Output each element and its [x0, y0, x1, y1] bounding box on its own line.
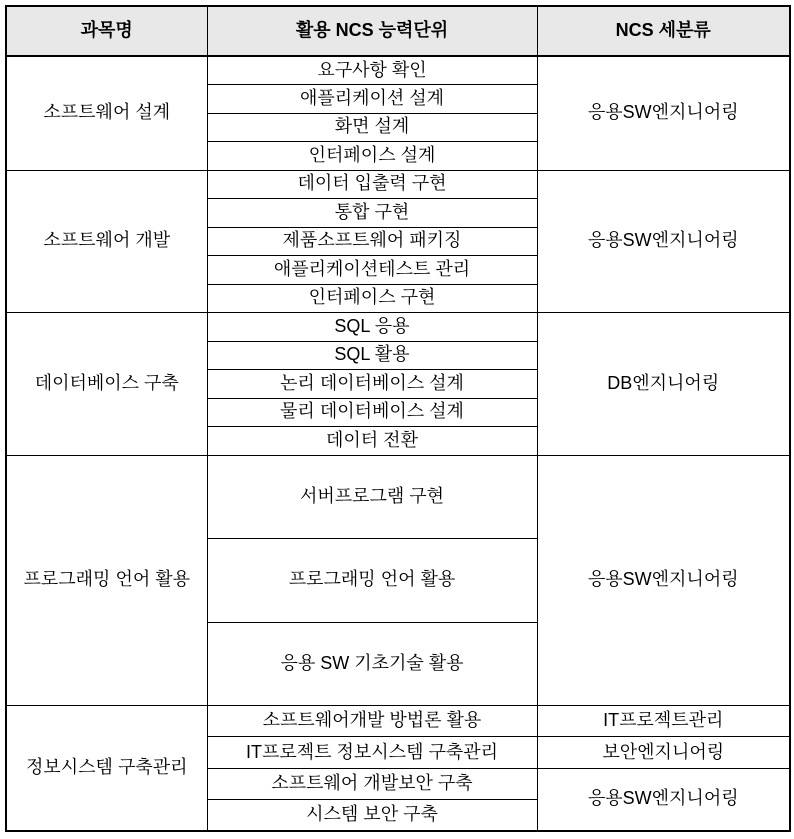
subject-cell: 데이터베이스 구축: [6, 313, 207, 456]
table-row: [6, 170, 790, 199]
unit-cell: 프로그래밍 언어 활용: [207, 539, 537, 623]
unit-cell: 데이터 전환: [207, 427, 537, 456]
category-cell: 응용SW엔지니어링: [537, 170, 790, 313]
unit-cell: 논리 데이터베이스 설계: [207, 370, 537, 399]
unit-cell: 요구사항 확인: [207, 56, 537, 85]
header-cell-category: NCS 세분류: [537, 6, 790, 56]
unit-cell: 응용 SW 기초기술 활용: [207, 622, 537, 706]
unit-cell: SQL 활용: [207, 341, 537, 370]
header-cell-subject: 과목명: [6, 6, 207, 56]
ncs-curriculum-table: [5, 5, 791, 832]
unit-cell: 애플리케이션 설계: [207, 85, 537, 114]
table-row: [6, 313, 790, 342]
unit-cell: 소프트웨어 개발보안 구축: [207, 768, 537, 799]
category-cell: 응용SW엔지니어링: [537, 455, 790, 706]
table-row: [6, 455, 790, 539]
category-cell: IT프로젝트관리: [537, 706, 790, 737]
header-row: [6, 6, 790, 56]
subject-cell: 소프트웨어 설계: [6, 56, 207, 170]
category-cell: DB엔지니어링: [537, 313, 790, 456]
unit-cell: 인터페이스 설계: [207, 142, 537, 171]
category-cell: 보안엔지니어링: [537, 737, 790, 768]
unit-cell: 시스템 보안 구축: [207, 799, 537, 830]
unit-cell: SQL 응용: [207, 313, 537, 342]
category-cell: 응용SW엔지니어링: [537, 768, 790, 831]
subject-cell: 정보시스템 구축관리: [6, 706, 207, 831]
table-row: [6, 56, 790, 85]
unit-cell: 물리 데이터베이스 설계: [207, 398, 537, 427]
unit-cell: 인터페이스 구현: [207, 284, 537, 313]
unit-cell: 애플리케이션테스트 관리: [207, 256, 537, 285]
category-cell: 응용SW엔지니어링: [537, 56, 790, 170]
unit-cell: 데이터 입출력 구현: [207, 170, 537, 199]
subject-cell: 프로그래밍 언어 활용: [6, 455, 207, 706]
unit-cell: 화면 설계: [207, 113, 537, 142]
subject-cell: 소프트웨어 개발: [6, 170, 207, 313]
unit-cell: 제품소프트웨어 패키징: [207, 227, 537, 256]
table-row: [6, 706, 790, 737]
unit-cell: 서버프로그램 구현: [207, 455, 537, 539]
header-cell-units: 활용 NCS 능력단위: [207, 6, 537, 56]
unit-cell: 소프트웨어개발 방법론 활용: [207, 706, 537, 737]
unit-cell: 통합 구현: [207, 199, 537, 228]
unit-cell: IT프로젝트 정보시스템 구축관리: [207, 737, 537, 768]
